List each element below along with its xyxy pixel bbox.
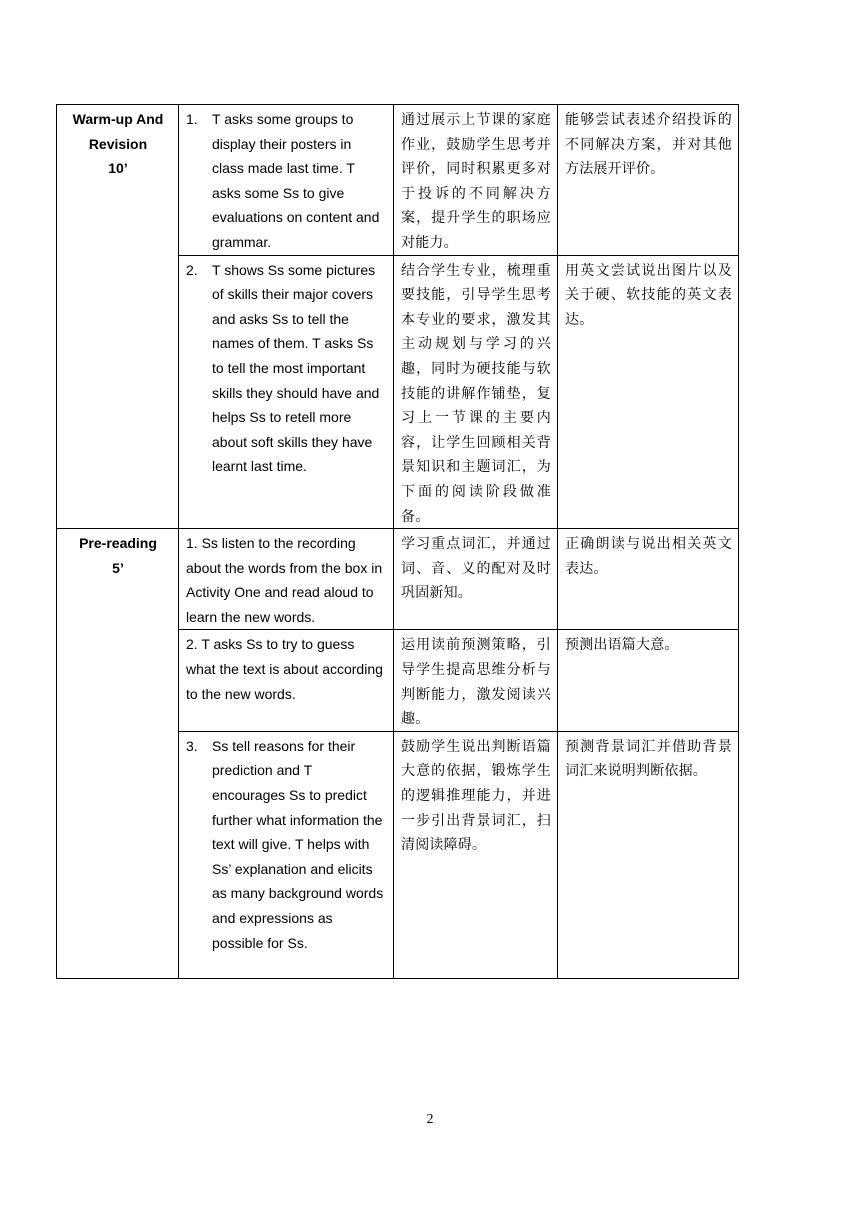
activity-text: T shows Ss some pictures of skills their major covers and asks Ss to tell the names of them. T asks Ss to tell the most important skills they should have and helps Ss to retell more about soft skills they have learnt last time.: [212, 261, 380, 475]
activity-cell: 1. Ss listen to the recording about the words from the box in Activity One and read aloud to learn the new words.: [179, 529, 394, 630]
purpose-cell: 学习重点词汇，并通过词、音、义的配对及时巩固新知。: [394, 529, 558, 630]
table-row: [57, 105, 739, 256]
outcome-cell: 用英文尝试说出图片以及关于硬、软技能的英文表达。: [558, 255, 739, 529]
purpose-cell: 鼓励学生说出判断语篇大意的依据，锻炼学生的逻辑推理能力，并进一步引出背景词汇，扫清阅读障碍。: [394, 731, 558, 978]
table-row: [57, 529, 739, 630]
stage-cell-pre-reading: [57, 529, 179, 979]
stage-name: Pre-reading: [79, 535, 157, 552]
outcome-cell: 能够尝试表述介绍投诉的不同解决方案，并对其他方法展开评价。: [558, 105, 739, 256]
purpose-cell: 运用读前预测策略，引导学生提高思维分析与判断能力，激发阅读兴趣。: [394, 630, 558, 731]
lesson-plan-table: [56, 104, 739, 979]
outcome-cell: 预测出语篇大意。: [558, 630, 739, 731]
activity-text: T asks some groups to display their posters in class made last time. T asks some Ss to give evaluations on content and grammar.: [212, 111, 380, 250]
page-number: 2: [426, 1112, 434, 1127]
outcome-cell: 正确朗读与说出相关英文表达。: [558, 529, 739, 630]
activity-cell: 2. T asks Ss to try to guess what the text is about according to the new words.: [179, 630, 394, 731]
purpose-cell: 通过展示上节课的家庭作业，鼓励学生思考并评价，同时积累更多对于投诉的不同解决方案，提升学生的职场应对能力。: [394, 105, 558, 256]
stage-cell-warm-up: [57, 105, 179, 529]
stage-time: 10’: [108, 160, 128, 177]
activity-cell: [179, 255, 394, 529]
stage-name-line2: Revision: [88, 135, 148, 152]
activity-text: Ss tell reasons for their prediction and T encourages Ss to predict further what information the text will give. T helps with Ss’ explanation and elicits as many background words and expressions as possible for Ss.: [212, 737, 384, 951]
outcome-cell: 预测背景词汇并借助背景词汇来说明判断依据。: [558, 731, 739, 978]
item-number: 2.: [186, 261, 198, 278]
activity-cell: [179, 731, 394, 978]
purpose-cell: 结合学生专业，梳理重要技能，引导学生思考本专业的要求，激发其主动规划与学习的兴趣，同时为硬技能与软技能的讲解作铺垫，复习上一节课的主要内容，让学生回顾相关背景知识和主题词汇，为下面的阅读阶段做准备。: [394, 255, 558, 529]
stage-name: Warm-up And: [72, 111, 164, 127]
item-number: 1.: [186, 111, 198, 127]
activity-cell: [179, 105, 394, 256]
stage-time: 5’: [112, 559, 124, 576]
item-number: 3.: [186, 737, 198, 754]
